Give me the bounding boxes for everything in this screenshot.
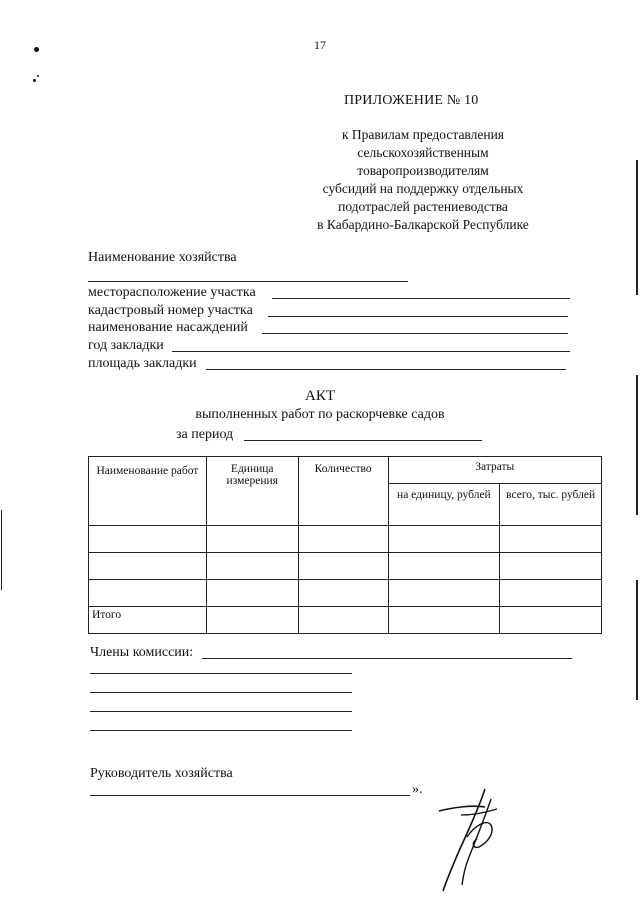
col-costs-header: Затраты (388, 457, 601, 484)
plantings-line (262, 333, 568, 334)
farm-name-line (88, 281, 408, 282)
header-line: субсидий на поддержку отдельных (322, 181, 524, 196)
col-per-unit-header: на единицу, рублей (388, 484, 500, 526)
page-number: 17 (314, 38, 326, 52)
table-row (89, 580, 602, 607)
col-name-header: Наименование работ (89, 457, 207, 526)
commission-line (90, 673, 352, 674)
margin-mark (33, 79, 36, 82)
commission-line (202, 658, 572, 659)
col-total-header: всего, тыс. рублей (500, 484, 602, 526)
table-row (89, 553, 602, 580)
margin-mark (37, 75, 39, 77)
cadastral-field (88, 303, 253, 319)
commission-line (90, 711, 352, 712)
col-qty-header: Количество (298, 457, 388, 526)
head-of-farm-label: Руководитель хозяйства (90, 766, 233, 781)
year-field (88, 338, 164, 354)
total-label: Итого (89, 607, 207, 634)
closing-quote: ». (412, 782, 423, 797)
area-field (88, 356, 197, 372)
scan-edge (636, 580, 638, 700)
commission-line (90, 730, 352, 731)
header-line: подотраслей растениеводства (338, 199, 508, 214)
scan-edge (1, 510, 2, 590)
head-signature-line (90, 795, 410, 796)
cadastral-label: кадастровый номер участка (88, 303, 253, 318)
act-title: АКТ (305, 388, 335, 404)
header-block (290, 126, 556, 234)
plantings-label: наименование насаждений (88, 320, 248, 335)
act-subtitle: выполненных работ по раскорчевке садов (195, 407, 445, 422)
header-line: в Кабардино-Балкарской Республике (317, 217, 529, 232)
period-line (244, 440, 482, 441)
period-label: за период (176, 427, 234, 442)
handwritten-signature (425, 785, 535, 900)
header-line: товаропроизводителям (357, 163, 489, 178)
area-label: площадь закладки (88, 356, 197, 371)
header-line: к Правилам предоставления (341, 127, 505, 142)
works-table (88, 456, 602, 634)
scan-edge (636, 160, 638, 295)
location-line (272, 298, 570, 299)
location-field (88, 285, 256, 301)
appendix-title: ПРИЛОЖЕНИЕ № 10 (344, 93, 479, 108)
year-label: год закладки (88, 338, 164, 353)
commission-label: Члены комиссии: (90, 645, 194, 660)
table-row (89, 526, 602, 553)
area-line (206, 369, 566, 370)
location-label: месторасположение участка (88, 285, 256, 300)
total-row (89, 607, 602, 634)
header-line: сельскохозяйственным (357, 145, 489, 160)
commission-line (90, 692, 352, 693)
farm-name-label: Наименование хозяйства (88, 250, 237, 265)
col-unit-header: Единица измерения (206, 457, 298, 526)
year-line (172, 351, 570, 352)
plantings-field (88, 320, 248, 336)
cadastral-line (268, 316, 568, 317)
